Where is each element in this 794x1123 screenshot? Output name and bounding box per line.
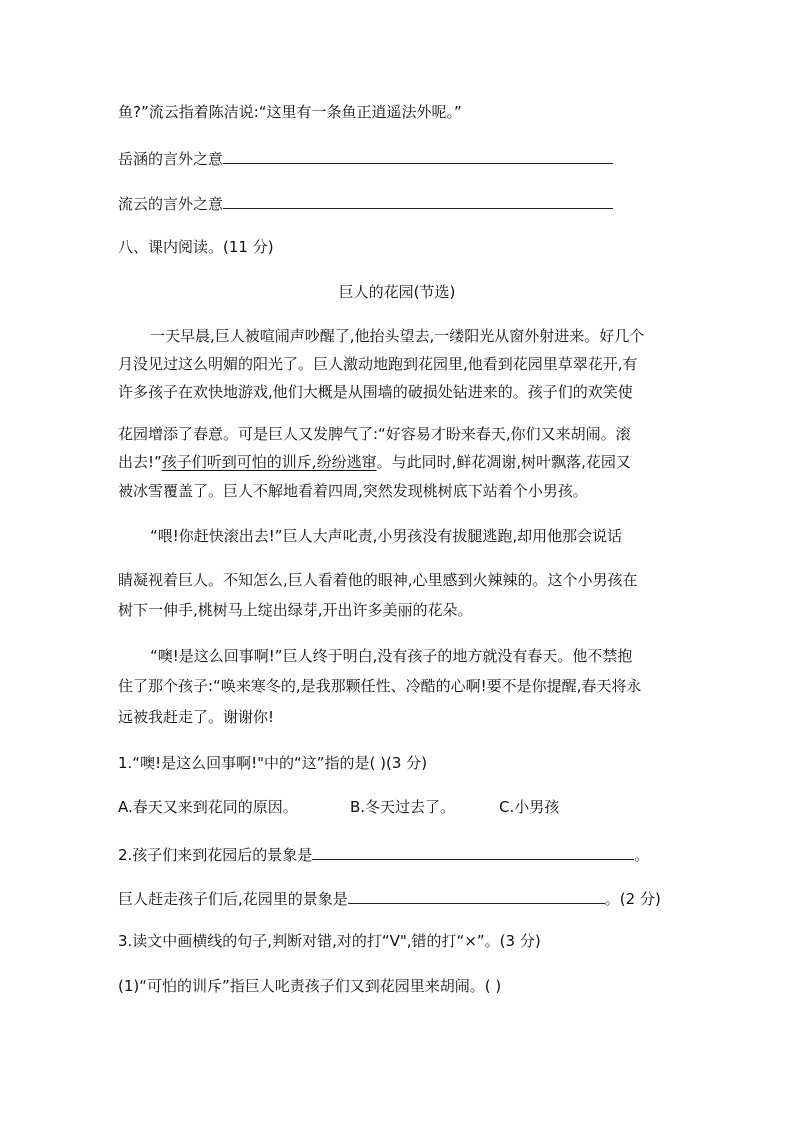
answer-blank-yuehan[interactable] [223, 147, 613, 164]
passage-line: “喂!你赶快滚出去!”巨人大声叱责,小男孩没有拔腿逃跑,却用他那会说话 [150, 527, 623, 545]
option-c[interactable]: C.小男孩 [499, 798, 560, 816]
answer-blank-liuyun[interactable] [223, 192, 613, 209]
passage-line: “噢!是这么回事啊!”巨人终于明白,没有孩子的地方就没有春天。他不禁抱 [150, 647, 633, 665]
underlined-sentence: 孩子们听到可怕的训斥,纷纷逃窜 [161, 453, 377, 471]
section-heading: 八、课内阅读。(11 分) [118, 238, 274, 256]
passage-line: 树下一伸手,桃树马上绽出绿芽,开出许多美丽的花朵。 [118, 601, 473, 619]
passage-line: 许多孩子在欢快地游戏,他们大概是从围墙的破损处钻进来的。孩子们的欢笑使 [118, 383, 633, 401]
question-liuyun-label: 流云的言外之意 [118, 195, 224, 213]
question-yuehan-label: 岳涵的言外之意 [118, 150, 224, 168]
option-b[interactable]: B.冬天过去了。 [350, 798, 456, 816]
dialog-end-line: 鱼?”流云指着陈洁说:“这里有一条鱼正逍遥法外呢。” [118, 103, 462, 121]
question-yuehan [118, 147, 613, 169]
question-3-stem: 3.读文中画横线的句子,判断对错,对的打“V",错的打“×”。(3 分) [118, 932, 541, 950]
question-2-part-2 [118, 887, 661, 909]
passage-line: 月没见过这么明媚的阳光了。巨人激动地跑到花园里,他看到花园里草翠花开,有 [118, 355, 638, 373]
passage-line: 被冰雪覆盖了。巨人不解地看着四周,突然发现桃树底下站着个小男孩。 [118, 482, 588, 500]
question-2-stem2: 巨人赶走孩子们后,花园里的景象是 [118, 890, 348, 908]
answer-blank-q2b[interactable] [348, 887, 605, 904]
question-2 [118, 843, 649, 865]
question-3-item-1: (1)“可怕的训斥”指巨人叱责孩子们又到花园里来胡闹。( ) [118, 977, 502, 995]
option-a[interactable]: A.春天又来到花同的原因。 [118, 798, 298, 816]
question-2-stem: 2.孩子们来到花园后的景象是 [118, 846, 313, 864]
passage-line: 一天早晨,巨人被喧闹声吵醒了,他抬头望去,一缕阳光从窗外射进来。好几个 [150, 327, 645, 345]
passage-line: 睛凝视着巨人。不知怎么,巨人看着他的眼神,心里感到火辣辣的。这个小男孩在 [118, 571, 638, 589]
question-1-stem: 1.“噢!是这么回事啊!"中的“这”指的是( )(3 分) [118, 754, 428, 772]
passage-line: 花园增添了春意。可是巨人又发脾气了:“好容易才盼来春天,你们又来胡闹。滚 [118, 425, 631, 443]
passage-text: 出去!” [118, 453, 162, 471]
passage-line: 远被我赶走了。谢谢你! [118, 708, 275, 726]
passage-title: 巨人的花园(节选) [338, 283, 456, 301]
question-2-end: 。 [634, 846, 650, 864]
passage-line: 住了那个孩子:“唤来寒冬的,是我那颗任性、冷酷的心啊!要不是你提醒,春天将永 [118, 677, 642, 695]
question-liuyun [118, 192, 613, 214]
question-1-options [118, 797, 559, 817]
passage-text: 。与此同时,鲜花凋谢,树叶飘落,花园又 [376, 453, 631, 471]
passage-line [118, 452, 631, 472]
answer-blank-q2a[interactable] [312, 843, 634, 860]
question-2-end2: 。(2 分) [604, 890, 661, 908]
